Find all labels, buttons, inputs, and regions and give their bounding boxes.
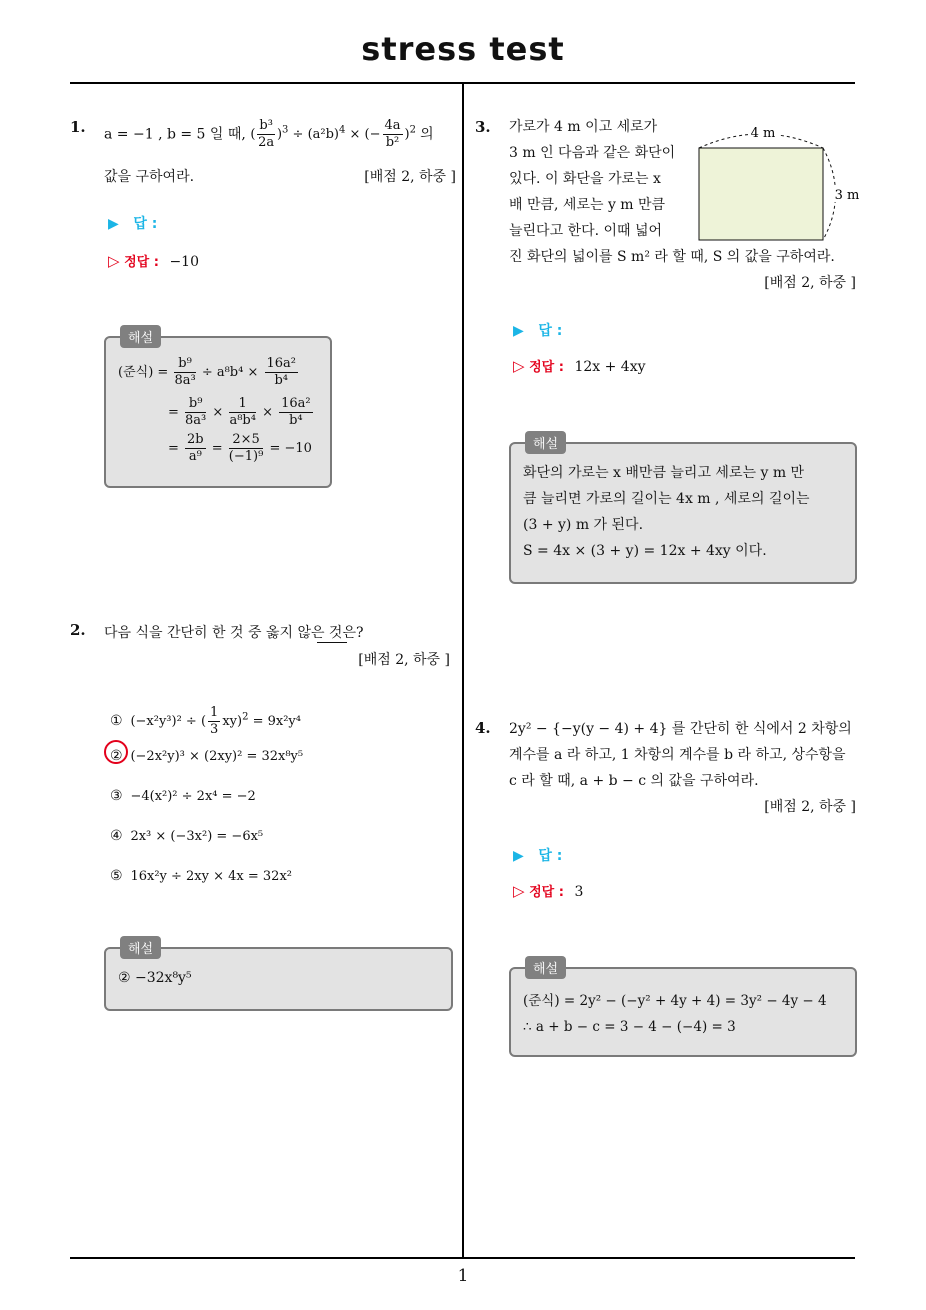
q3-expl-line-3: (3 + y) m 가 된다. <box>523 517 644 533</box>
question-1-explanation <box>118 356 328 468</box>
explanation-tag: 해설 <box>120 936 161 959</box>
q3-expl-line-2: 큼 늘리면 가로의 길이는 4x m , 세로의 길이는 <box>523 491 810 507</box>
question-4-correct-line <box>513 881 583 900</box>
option-3[interactable] <box>110 785 455 825</box>
question-1-number: 1. <box>70 118 86 136</box>
q1-sol-line1: (준식) = $\frac{\text{b⁹}}{\text{8a³}}$ ÷ a⁸b⁴ × $\frac{\text{16a²}}{\text{b⁴}}$ <box>118 356 297 388</box>
q3-expl-line-4: S = 4x × (3 + y) = 12x + 4xy 이다. <box>523 543 767 559</box>
garden-rectangle <box>699 148 823 240</box>
option-4-mark: ④ <box>110 828 123 844</box>
question-3-number: 3. <box>475 118 491 136</box>
option-4-text: 2x³ × (−3x²) = −6x⁵ <box>130 829 264 844</box>
q1-sol-label: (준식) = <box>118 365 169 380</box>
selected-answer-circle-icon <box>104 740 128 764</box>
option-1-formula: (−x²y³)² ÷ ( $\frac{1}{3}$ xy)$^2$ = 9x²y⁴ <box>130 705 301 737</box>
question-2-options <box>110 705 455 905</box>
q1-stem-pre: a = −1 , b = 5 일 때, <box>104 126 246 143</box>
answer-label: 답 : <box>538 323 563 339</box>
q1-sol-line3: = $\frac{2b}{\text{a⁹}}$ = $\frac{2\times 5}{\text{(−1)⁹}}$ = −10 <box>168 432 312 464</box>
question-1-stem <box>104 118 456 151</box>
question-4-answer-line <box>513 845 562 865</box>
question-4-explanation <box>523 988 855 1040</box>
question-1-correct-line <box>108 251 199 270</box>
not-underline <box>317 642 347 643</box>
question-3-correct-value: 12x + 4xy <box>574 359 646 375</box>
option-4[interactable] <box>110 825 455 865</box>
q3-expl-line-1: 화단의 가로는 x 배만큼 늘리고 세로는 y m 만 <box>523 465 805 481</box>
option-3-mark: ③ <box>110 788 123 804</box>
option-3-text: −4(x²)² ÷ 2x⁴ = −2 <box>130 789 256 804</box>
explanation-tag: 해설 <box>525 431 566 454</box>
q3-stem-line-2: 3 m 인 다음과 같은 화단이 <box>509 145 676 161</box>
option-2-mark: ② <box>110 748 123 764</box>
q1-formula: ( $\frac{\text{b³}}{2a}$ )$^3 \div (a^2b)^4$ × (− $\frac{4a}{\text{b²}}$ )$^2$ <box>250 118 416 151</box>
q1-sol-line1-tail: ÷ a⁸b⁴ × <box>201 365 259 380</box>
question-4-meta: [배점 2, 하중 ] <box>764 799 856 815</box>
option-2[interactable] <box>110 745 455 785</box>
page-number: 1 <box>457 1266 469 1286</box>
answer-arrow-icon: ▶ <box>513 848 524 864</box>
option-5-text: 16x²y ÷ 2xy × 4x = 32x² <box>130 869 292 884</box>
q4-stem-line-2: 계수를 a 라 하고, 1 차항의 계수를 b 라 하고, 상수항을 <box>509 747 846 763</box>
garden-figure <box>690 118 865 248</box>
question-3-stem-last: 진 화단의 넓이를 S m² 라 할 때, S 의 값을 구하여라. <box>509 249 835 265</box>
q3-stem-line-3: 있다. 이 화단을 가로는 x <box>509 171 661 187</box>
question-3-meta: [배점 2, 하중 ] <box>764 275 856 291</box>
q1-sol-line2: = $\frac{\text{b⁹}}{\text{8a³}}$ × $\frac{1}{\text{a⁸b⁴}}$ × $\frac{\text{16a²}}{\text{b⁴}}$ <box>168 396 311 428</box>
answer-label: 답 : <box>538 848 563 864</box>
option-1-mark: ① <box>110 713 123 729</box>
option-5-mark: ⑤ <box>110 868 123 884</box>
question-1-stem-line2: 값을 구하여라. <box>104 169 195 185</box>
correct-arrow-icon: ▷ <box>108 252 120 270</box>
question-3-explanation <box>523 460 853 564</box>
page-title: stress test <box>361 30 565 68</box>
correct-label: 정답 : <box>529 360 564 375</box>
option-1[interactable] <box>110 705 455 745</box>
footer-rule <box>70 1257 855 1259</box>
answer-arrow-icon: ▶ <box>108 216 119 232</box>
q4-stem-line-1: 2y² − {−y(y − 4) + 4} 를 간단히 한 식에서 2 차항의 <box>509 721 852 737</box>
q3-stem-line-5: 늘린다고 한다. 이때 넓어 <box>509 223 663 239</box>
q4-stem-line-3: c 라 할 때, a + b − c 의 값을 구하여라. <box>509 773 759 789</box>
correct-arrow-icon: ▷ <box>513 357 525 375</box>
answer-arrow-icon: ▶ <box>513 323 524 339</box>
question-1-correct-value: −10 <box>169 254 199 270</box>
q3-stem-line-4: 배 만큼, 세로는 y m 만큼 <box>509 197 666 213</box>
q3-stem-line-1: 가로가 4 m 이고 세로가 <box>509 119 658 135</box>
question-3-correct-line <box>513 356 646 375</box>
width-label: 4 m <box>750 126 776 141</box>
q4-expl-line-2: ∴ a + b − c = 3 − 4 − (−4) = 3 <box>523 1019 736 1035</box>
question-3-stem <box>509 114 689 244</box>
q4-expl-line-1: (준식) = 2y² − (−y² + 4y + 4) = 3y² − 4y − 4 <box>523 993 827 1009</box>
height-dimension-arc <box>823 148 836 240</box>
question-3-answer-line <box>513 320 562 340</box>
correct-label: 정답 : <box>124 255 159 270</box>
question-2-stem: 다음 식을 간단히 한 것 중 옳지 않은 것은? <box>104 625 364 641</box>
question-2-explanation: ② −32x⁸y⁵ <box>118 970 192 986</box>
question-2-number: 2. <box>70 621 86 639</box>
column-divider <box>462 83 464 1258</box>
height-label: 3 m <box>834 188 860 203</box>
question-1-answer-line <box>108 213 157 233</box>
correct-label: 정답 : <box>529 885 564 900</box>
question-4-correct-value: 3 <box>574 884 584 900</box>
answer-label: 답 : <box>133 216 158 232</box>
question-4-stem <box>509 716 859 794</box>
question-1-meta: [배점 2, 하중 ] <box>364 169 456 185</box>
correct-arrow-icon: ▷ <box>513 882 525 900</box>
question-2-meta: [배점 2, 하중 ] <box>358 652 450 668</box>
explanation-tag: 해설 <box>120 325 161 348</box>
option-5[interactable] <box>110 865 455 905</box>
question-4-number: 4. <box>475 719 491 737</box>
option-2-text: (−2x²y)³ × (2xy)² = 32x⁸y⁵ <box>130 749 304 764</box>
explanation-tag: 해설 <box>525 956 566 979</box>
q1-stem-post: 의 <box>420 126 434 143</box>
q1-sol-line3-tail: = −10 <box>269 441 312 456</box>
